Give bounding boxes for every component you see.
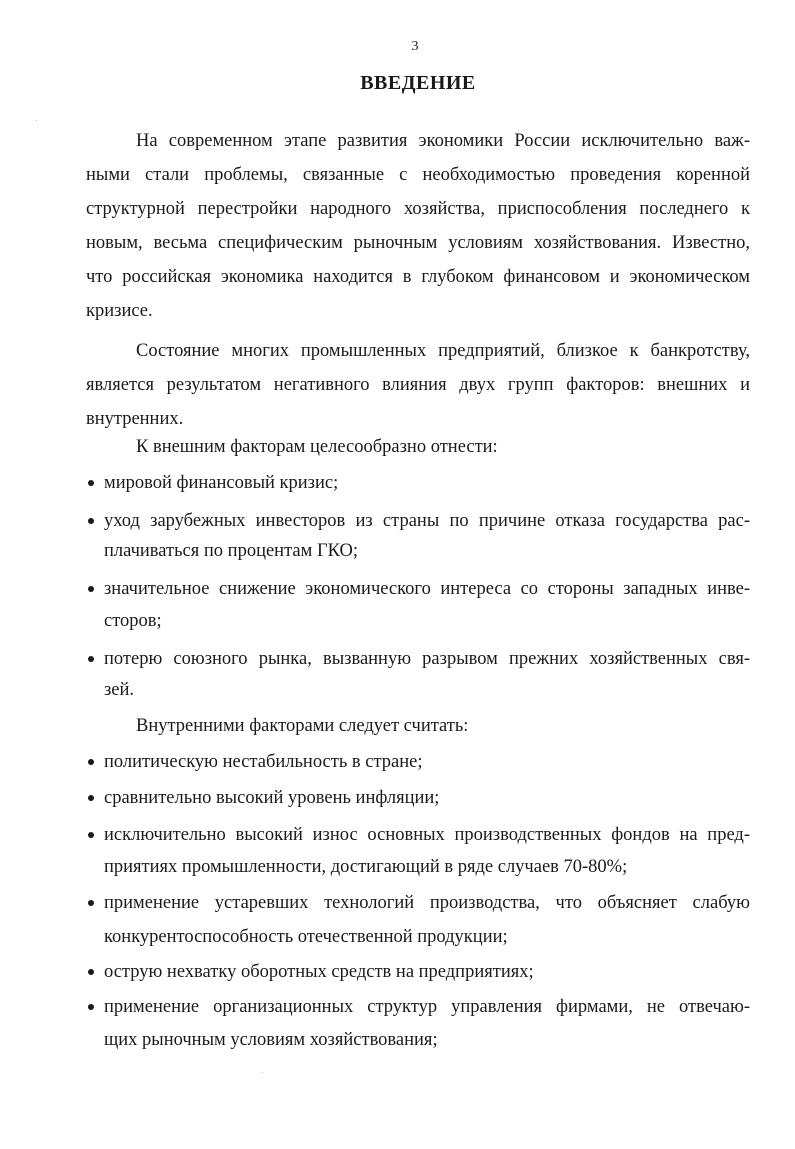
internal-factor-continuation: щих рыночным условиям хозяйствования;: [104, 1030, 438, 1050]
internal-factor-continuation: конкурентоспособность отечественной продукции;: [104, 927, 508, 947]
paragraph-2-line: Состояние многих промышленных предприятий, близкое к банкротству,: [136, 341, 750, 361]
internal-factor-item: [86, 995, 750, 1019]
internal-factor-text: исключительно высокий износ основных производственных фондов на пред-: [104, 825, 750, 845]
internal-factor-item: [86, 823, 750, 847]
external-factor-continuation: плачиваться по процентам ГКО;: [104, 541, 359, 561]
paragraph-1-line: На современном этапе развития экономики России исключительно важ-: [136, 131, 750, 151]
external-factor-item: [86, 471, 750, 495]
bullet-icon: [86, 823, 98, 847]
external-factor-text: потерю союзного рынка, вызванную разрывом прежних хозяйственных свя-: [104, 649, 750, 669]
external-factor-item: [86, 647, 750, 671]
paragraph-1-line: ными стали проблемы, связанные с необходимостью проведения коренной: [86, 165, 750, 185]
internal-factor-text: политическую нестабильность в стране;: [104, 752, 423, 772]
bullet-icon: [86, 786, 98, 810]
page-number: 3: [411, 39, 419, 54]
page-title: ВВЕДЕНИЕ: [360, 72, 476, 94]
paragraph-1-line: новым, весьма специфическим рыночным условиям хозяйствования. Известно,: [86, 233, 750, 253]
paragraph-1-line: что российская экономика находится в глубоком финансовом и экономическом: [86, 267, 750, 287]
external-factors-intro: К внешним факторам целесообразно отнести:: [136, 437, 498, 457]
external-factor-item: [86, 577, 750, 601]
external-factor-continuation: зей.: [104, 680, 135, 700]
internal-factor-text: сравнительно высокий уровень инфляции;: [104, 788, 440, 808]
paragraph-2-line: является результатом негативного влияния двух групп факторов: внешних и: [86, 375, 750, 395]
bullet-icon: [86, 509, 98, 533]
bullet-icon: [86, 647, 98, 671]
internal-factor-text: применение организационных структур управления фирмами, не отвечаю-: [104, 997, 750, 1017]
internal-factor-item: [86, 960, 750, 984]
internal-factor-text: применение устаревших технологий производства, что объясняет слабую: [104, 893, 750, 913]
scan-speck: [36, 120, 37, 121]
bullet-icon: [86, 750, 98, 774]
internal-factor-item: [86, 786, 750, 810]
paragraph-1-line: кризисе.: [86, 301, 153, 321]
bullet-icon: [86, 891, 98, 915]
internal-factors-intro: Внутренними факторами следует считать:: [136, 716, 469, 736]
external-factor-item: [86, 509, 750, 533]
internal-factor-text: острую нехватку оборотных средств на предприятиях;: [104, 962, 534, 982]
paragraph-2-line: внутренних.: [86, 409, 184, 429]
external-factor-continuation: сторов;: [104, 611, 162, 631]
bullet-icon: [86, 577, 98, 601]
internal-factor-item: [86, 891, 750, 915]
external-factor-text: значительное снижение экономического интереса со стороны западных инве-: [104, 579, 750, 599]
scan-speck: [262, 1072, 263, 1073]
external-factor-text: мировой финансовый кризис;: [104, 473, 339, 493]
bullet-icon: [86, 471, 98, 495]
bullet-icon: [86, 995, 98, 1019]
bullet-icon: [86, 960, 98, 984]
external-factor-text: уход зарубежных инвесторов из страны по причине отказа государства рас-: [104, 511, 750, 531]
paragraph-1-line: структурной перестройки народного хозяйства, приспособления последнего к: [86, 199, 750, 219]
internal-factor-continuation: приятиях промышленности, достигающий в ряде случаев 70-80%;: [104, 857, 628, 877]
internal-factor-item: [86, 750, 750, 774]
